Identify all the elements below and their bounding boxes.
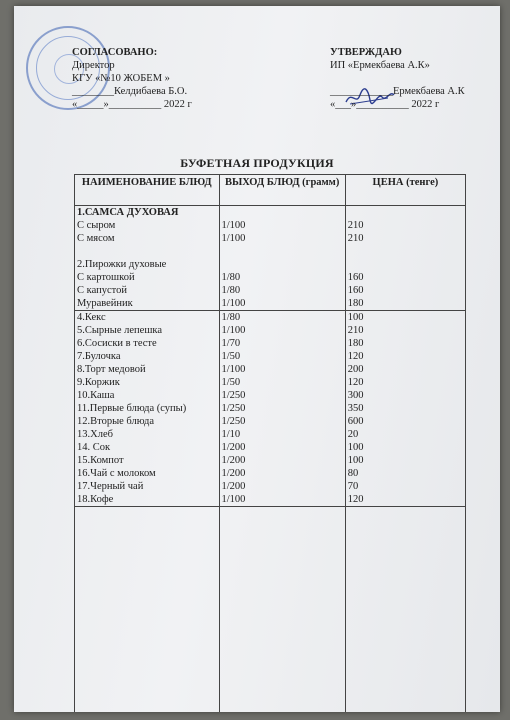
dish-price: 200 [347,364,364,375]
dish-portion [222,206,343,219]
dish-name: 12.Вторые блюда [77,416,155,427]
dish-portion: 1/200 [221,481,246,492]
table-cell-price [345,206,465,311]
dish-portion: 1/250 [221,390,246,401]
dish-price: 160 [347,272,364,283]
dish-name: 5.Сырные лепешка [77,325,163,336]
dish-portion: 1/80 [221,272,241,283]
dish-price: 80 [347,468,359,479]
dish-portion [222,258,343,271]
table-cell-name [75,206,220,311]
empty-cell [75,507,220,713]
dish-price: 70 [347,481,359,492]
dish-portion: 1/100 [221,325,246,336]
dish-name: С картошкой [77,272,135,283]
dish-portion: 1/10 [221,429,241,440]
dish-portion: 1/200 [221,468,246,479]
dish-price: 600 [347,416,364,427]
dish-price: 300 [347,390,364,401]
dish-name: 8.Торт медовой [77,364,146,375]
table-row [75,311,466,507]
dish-portion: 1/100 [221,220,246,231]
dish-price: 120 [347,351,364,362]
dish-price: 120 [347,377,364,388]
dish-name: С мясом [77,233,115,244]
dish-price [348,245,463,258]
confirmation-organization: ИП «Ермекбаева А.К» [330,60,430,71]
dish-price: 210 [347,233,364,244]
dish-name: 10.Каша [77,390,115,401]
dish-portion: 1/50 [221,377,241,388]
dish-price: 210 [347,325,364,336]
dish-portion [222,245,343,258]
dish-portion: 1/100 [221,233,246,244]
dish-portion: 1/200 [221,455,246,466]
approval-organization: КГУ «№10 ЖОБЕМ » [72,73,170,84]
dish-name: С капустой [77,285,127,296]
table-cell-name [75,311,220,507]
dish-name: 11.Первые блюда (супы) [77,403,187,414]
column-header-price: ЦЕНА (тенге) [345,175,465,206]
table-row [75,206,466,311]
dish-price: 180 [347,338,364,349]
menu-table-body [75,206,466,713]
menu-table [74,174,466,712]
approval-date: «_____»__________ 2022 г [72,99,192,110]
dish-portion: 1/80 [221,285,241,296]
dish-portion: 1/100 [221,494,246,505]
document-title: БУФЕТНАЯ ПРОДУКЦИЯ [180,156,334,170]
table-cell-portion [219,206,345,311]
table-cell-price [345,311,465,507]
dish-price: 120 [347,494,364,505]
confirmation-block [330,46,465,111]
dish-portion: 1/50 [221,351,241,362]
empty-table-row [75,507,466,713]
dish-name: 17.Черный чай [77,481,144,492]
dish-portion: 1/250 [221,416,246,427]
confirmation-heading: УТВЕРЖДАЮ [330,47,402,58]
dish-price: 210 [347,220,364,231]
document-sheet [14,6,500,712]
empty-cell [219,507,345,713]
dish-name: 14. Сок [77,442,111,453]
dish-portion: 1/250 [221,403,246,414]
approval-heading: СОГЛАСОВАНО: [72,47,158,58]
dish-name: 7.Булочка [77,351,121,362]
dish-name: 16.Чай с молоком [77,468,156,479]
empty-cell [345,507,465,713]
dish-name [77,245,217,258]
dish-price: 160 [347,285,364,296]
dish-name: 18.Кофе [77,494,114,505]
dish-portion: 1/80 [221,312,241,323]
dish-price: 100 [347,312,364,323]
table-header-row [75,175,466,206]
dish-price: 100 [347,455,364,466]
dish-name: 6.Сосиски в тесте [77,338,157,349]
column-header-name: НАИМЕНОВАНИЕ БЛЮД [75,175,220,206]
approval-block [72,46,192,111]
approval-signer: ________Келдибаева Б.О. [72,86,188,97]
dish-price [348,258,463,271]
dish-name: 2.Пирожки духовые [77,259,167,270]
approval-role: Директор [72,60,115,71]
table-cell-portion [219,311,345,507]
dish-price: 180 [347,298,364,309]
dish-portion: 1/100 [221,298,246,309]
dish-name: 15.Компот [77,455,124,466]
dish-price: 100 [347,442,364,453]
dish-name: 13.Хлеб [77,429,113,440]
column-header-portion: ВЫХОД БЛЮД (грамм) [219,175,345,206]
dish-name: 4.Кекс [77,312,106,323]
dish-name: Муравейник [77,298,133,309]
dish-price: 20 [347,429,359,440]
dish-name: С сыром [77,220,116,231]
dish-price [348,206,463,219]
dish-name: 9.Коржик [77,377,120,388]
confirmation-date: «___»__________ 2022 г [330,99,440,110]
dish-price: 350 [347,403,364,414]
confirmation-signer: ____________Ермекбаева А.К [330,86,465,97]
dish-portion: 1/100 [221,364,246,375]
dish-portion: 1/200 [221,442,246,453]
dish-name: 1.САМСА ДУХОВАЯ [77,207,179,218]
dish-portion: 1/70 [221,338,241,349]
